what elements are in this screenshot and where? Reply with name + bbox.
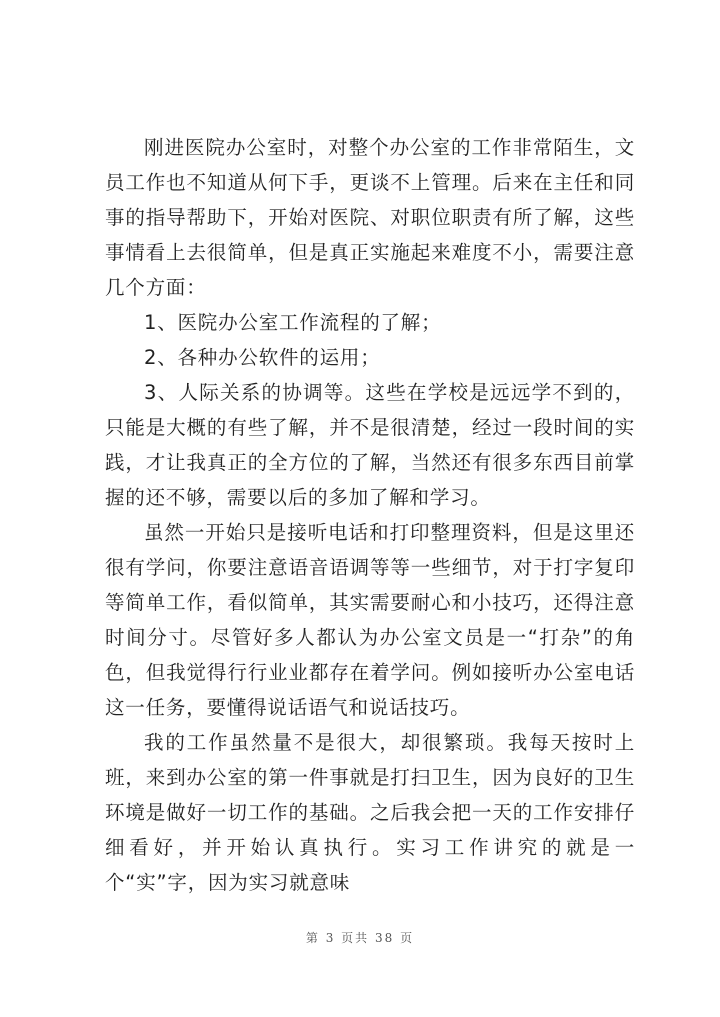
document-body xyxy=(105,130,635,900)
paragraph-daily-work: 我的工作虽然量不是很大，却很繁琐。我每天按时上班，来到办公室的第一件事就是打扫卫生，因为良好的卫生环境是做好一切工作的基础。之后我会把一天的工作安排仔细看好，并开始认真执行。实习工作讲究的就是一个“实”字，因为实习就意味 xyxy=(105,731,635,894)
list-item-1: 1、医院办公室工作流程的了解； xyxy=(144,311,442,334)
list-item-2: 2、各种办公软件的运用； xyxy=(144,346,381,369)
paragraph-intro: 刚进医院办公室时，对整个办公室的工作非常陌生，文员工作也不知道从何下手，更谈不上管理。后来在主任和同事的指导帮助下，开始对医院、对职位职责有所了解，这些事情看上去很简单，但是真正实施起来难度不小，需要注意几个方面： xyxy=(105,136,635,299)
page-number-footer: 第 3 页共 38 页 xyxy=(305,931,415,945)
paragraph-phone-work: 虽然一开始只是接听电话和打印整理资料，但是这里还很有学问，你要注意语音语调等等一些细节，对于打字复印等简单工作，看似简单，其实需要耐心和小技巧，还得注意时间分寸。尽管好多人都认为办公室文员是一“打杂”的角色，但我觉得行行业业都存在着学问。例如接听办公室电话这一任务，要懂得说话语气和说话技巧。 xyxy=(105,521,635,719)
list-item-3: 3、人际关系的协调等。这些在学校是远远学不到的，只能是大概的有些了解，并不是很清楚，经过一段时间的实践，才让我真正的全方位的了解，当然还有很多东西目前掌握的还不够，需要以后的多加了解和学习。 xyxy=(105,381,635,509)
